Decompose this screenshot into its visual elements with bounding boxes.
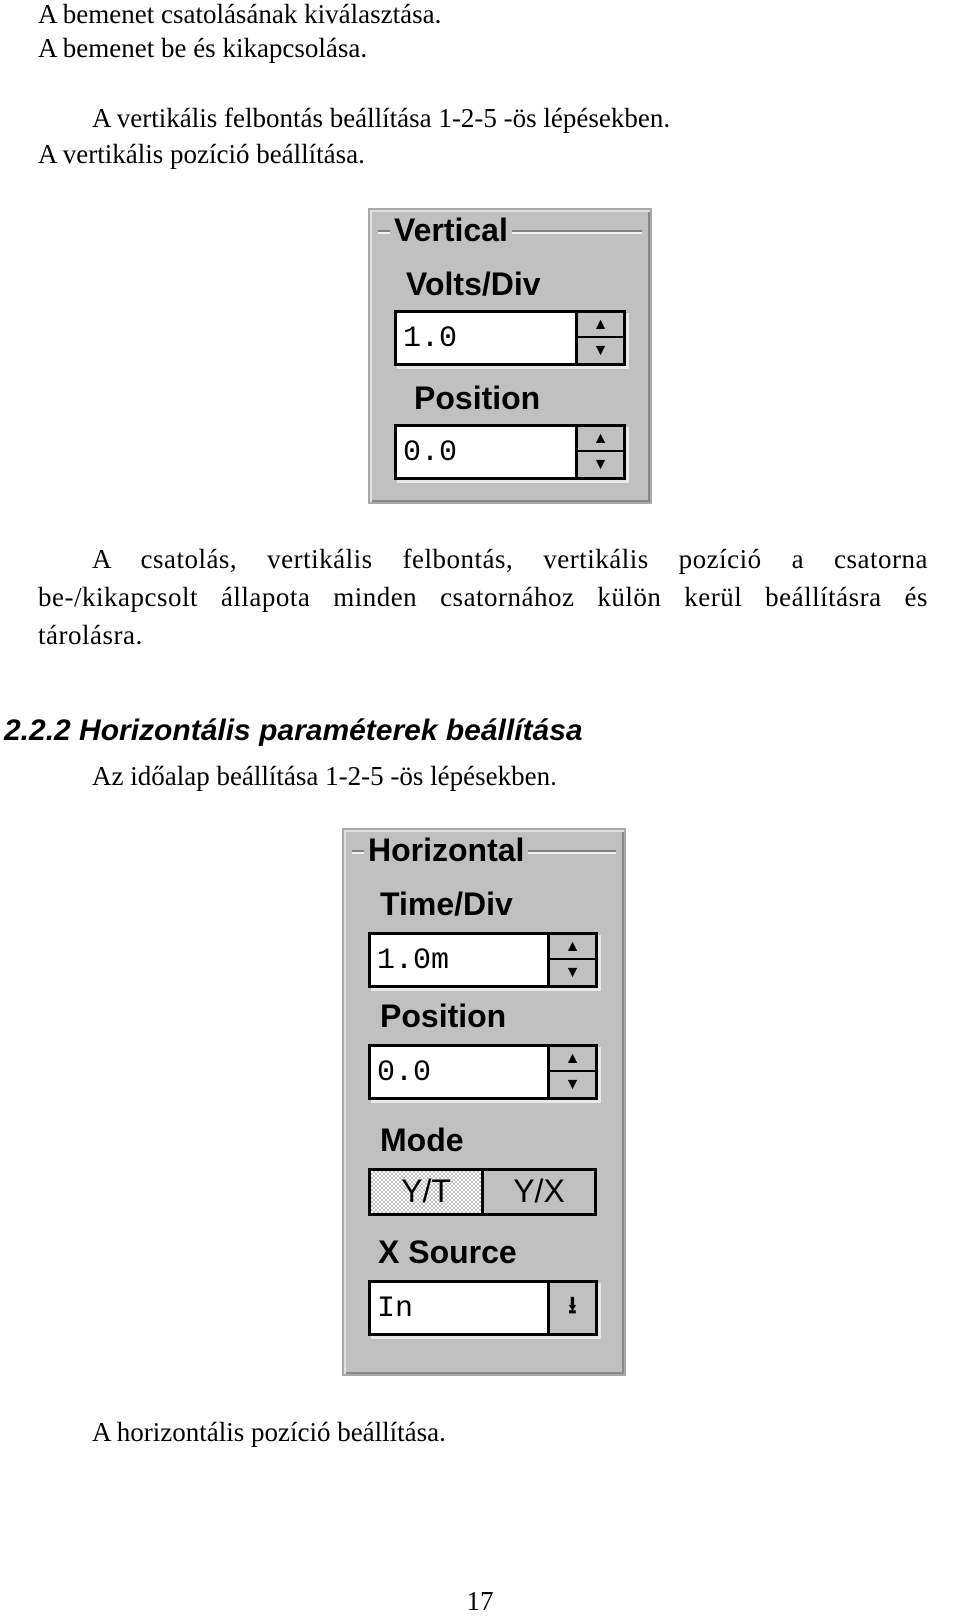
mode-yx-button[interactable]: Y/X [481,1168,597,1216]
horizontal-panel [342,828,626,1376]
text-line-onoff: A bemenet be és kikapcsolása. [38,33,368,63]
volts-div-spinbox[interactable] [394,310,626,366]
spin-down-icon[interactable]: ▼ [592,341,609,359]
text-line-timebase: Az időalap beállítása 1-2-5 -ös lépésekben. [92,761,557,791]
x-source-value[interactable]: In [377,1292,414,1326]
volts-div-label: Volts/Div [406,266,541,302]
section-heading: 2.2.2 Horizontális paraméterek beállítása [4,714,583,747]
vertical-position-value[interactable]: 0.0 [403,436,458,470]
volts-div-spinner [575,313,623,363]
time-div-spinner [547,935,595,985]
time-div-label: Time/Div [380,886,513,922]
mode-yt-button[interactable]: Y/T [368,1168,484,1216]
text-line-vertical-resolution: A vertikális felbontás beállítása 1-2-5 -ös lépésekben. [92,103,671,133]
vertical-position-label: Position [414,380,541,416]
vertical-position-spinbox[interactable] [394,424,626,480]
spin-down-icon[interactable]: ▼ [592,455,609,473]
horizontal-position-label: Position [380,998,507,1034]
horizontal-position-spinner [547,1047,595,1097]
volts-div-value[interactable]: 1.0 [403,322,458,356]
vertical-position-spinner [575,427,623,477]
x-source-label: X Source [378,1234,517,1270]
paragraph-channel-settings: A csatolás, vertikális felbontás, vertikális pozíció a csatorna be-/kikapcsolt állapota minden csatornához külön kerül beállításra és tárolásra. [38,544,928,650]
mode-label: Mode [380,1122,464,1158]
spin-up-icon[interactable]: ▲ [550,1047,595,1072]
horizontal-position-value[interactable]: 0.0 [377,1056,432,1090]
horizontal-position-spinbox[interactable] [368,1044,598,1100]
text-line-horizontal-position: A horizontális pozíció beállítása. [92,1417,446,1447]
text-line-vertical-position: A vertikális pozíció beállítása. [38,139,365,169]
spin-up-icon[interactable]: ▲ [550,935,595,960]
text-line-coupling: A bemenet csatolásának kiválasztása. [38,0,442,29]
x-source-dropdown[interactable] [368,1280,598,1336]
horizontal-title: Horizontal [364,832,528,868]
dropdown-arrow-icon[interactable]: ⭳ [547,1283,595,1333]
vertical-panel [368,208,652,504]
page-number: 17 [466,1586,494,1616]
vertical-title: Vertical [390,212,512,248]
spin-up-icon[interactable]: ▲ [578,427,623,452]
time-div-value[interactable]: 1.0m [377,944,450,978]
spin-up-icon[interactable]: ▲ [578,313,623,338]
spin-down-icon[interactable]: ▼ [564,1075,581,1093]
time-div-spinbox[interactable] [368,932,598,988]
spin-down-icon[interactable]: ▼ [564,963,581,981]
